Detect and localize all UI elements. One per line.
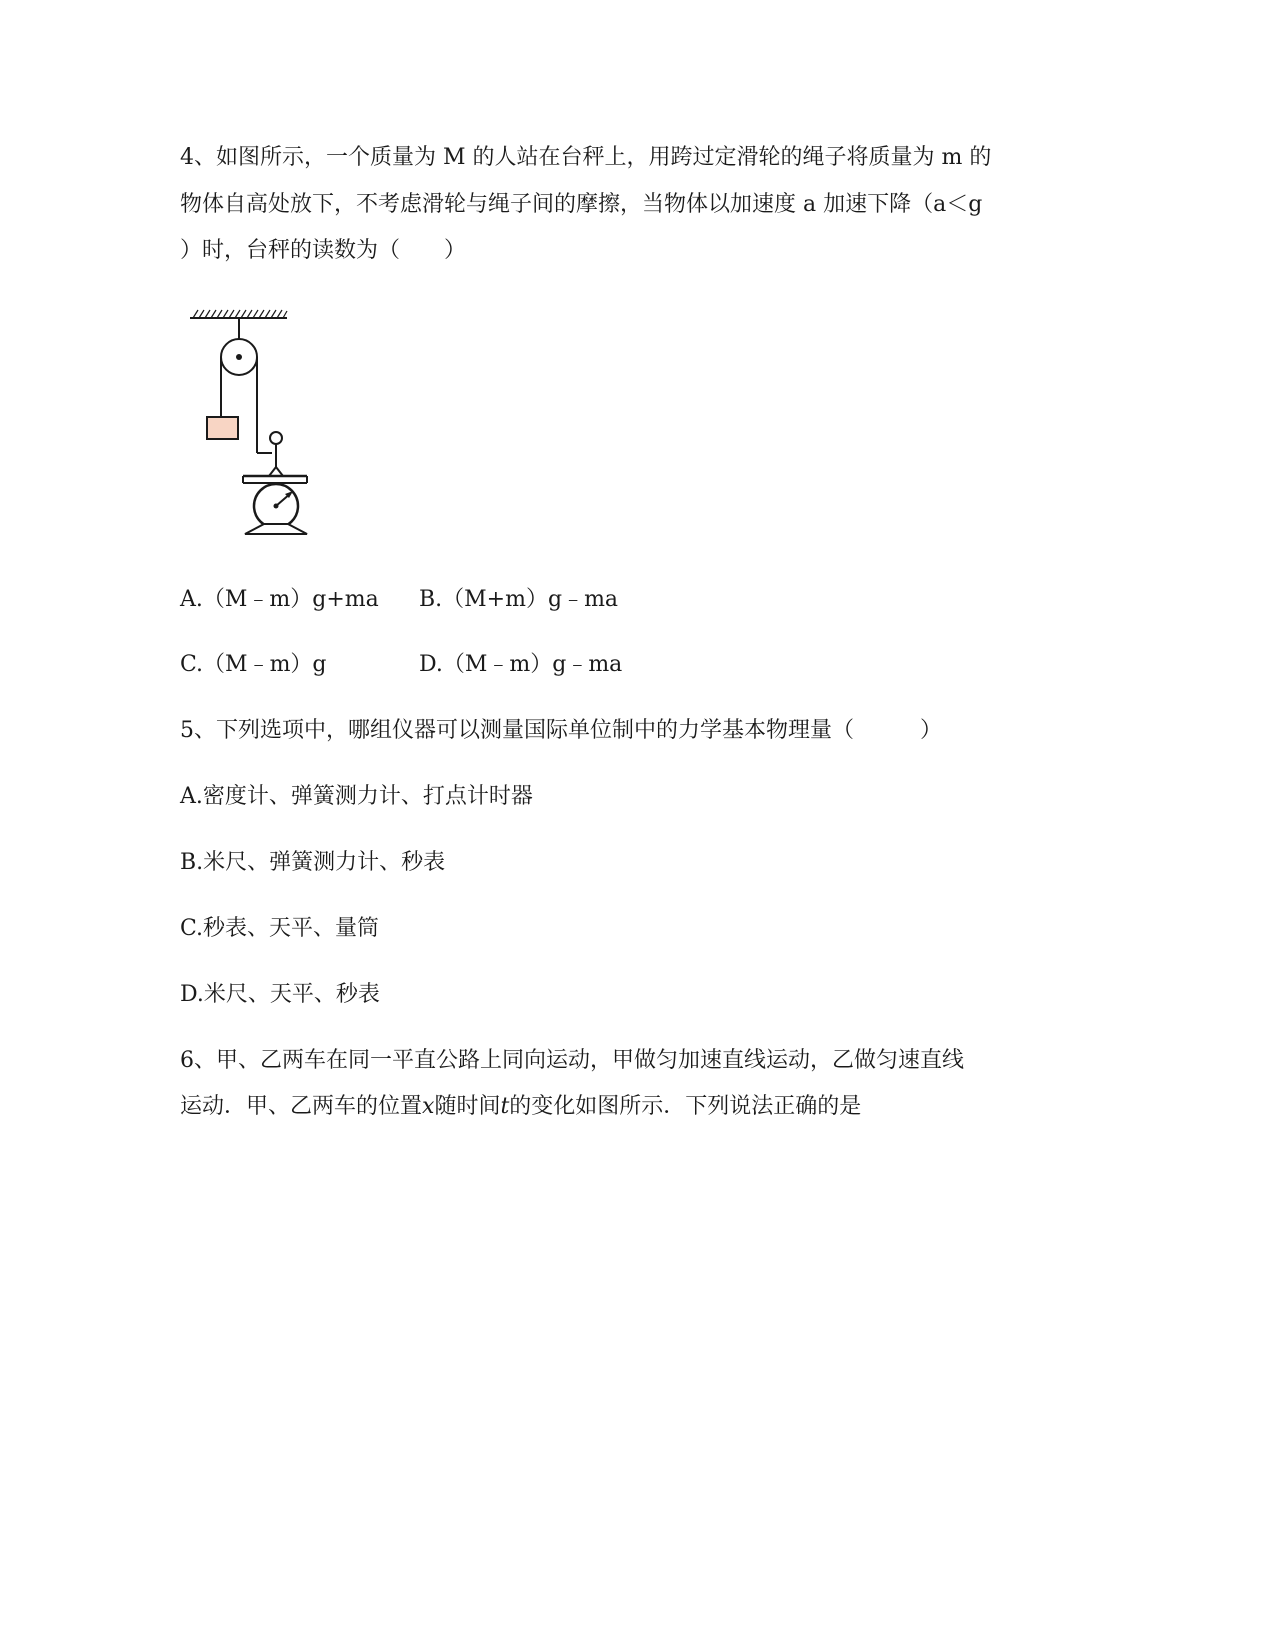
q6-text-part-2: 随时间 [434,1094,501,1119]
pulley-scale-figure [185,305,315,540]
q4-stem-line-2: 物体自高处放下，不考虑滑轮与绳子间的摩擦，当物体以加速度 a 加速下降（a＜g [180,192,983,217]
q5-option-d: D.米尺、天平、秒表 [180,982,380,1007]
q6-stem-line-2 [180,1092,861,1122]
q4-stem-line-3: ）时，台秤的读数为（ ） [180,238,467,263]
q6-variable-t: t [500,1094,510,1119]
q5-option-b: B.米尺、弹簧测力计、秒表 [180,850,446,875]
q6-variable-x: x [422,1094,435,1119]
q4-option-b: B.（M+m）g﹣ma [419,587,619,612]
q6-text-part-3: 的变化如图所示．下列说法正确的是 [509,1094,862,1119]
q4-option-d: D.（M﹣m）g﹣ma [419,652,623,677]
q5-stem: 5、下列选项中，哪组仪器可以测量国际单位制中的力学基本物理量（ ） [180,718,942,743]
q6-stem-line-1: 6、甲、乙两车在同一平直公路上同向运动，甲做匀加速直线运动，乙做匀速直线 [180,1048,964,1073]
q5-option-c: C.秒表、天平、量筒 [180,916,380,941]
q5-option-a: A.密度计、弹簧测力计、打点计时器 [180,784,533,809]
q4-option-c: C.（M﹣m）g [180,652,327,677]
q4-option-a: A.（M﹣m）g+ma [180,587,379,612]
q4-stem-line-1: 4、如图所示，一个质量为 M 的人站在台秤上，用跨过定滑轮的绳子将质量为 m 的 [180,145,992,170]
q6-text-part-1: 运动．甲、乙两车的位置 [180,1094,423,1119]
